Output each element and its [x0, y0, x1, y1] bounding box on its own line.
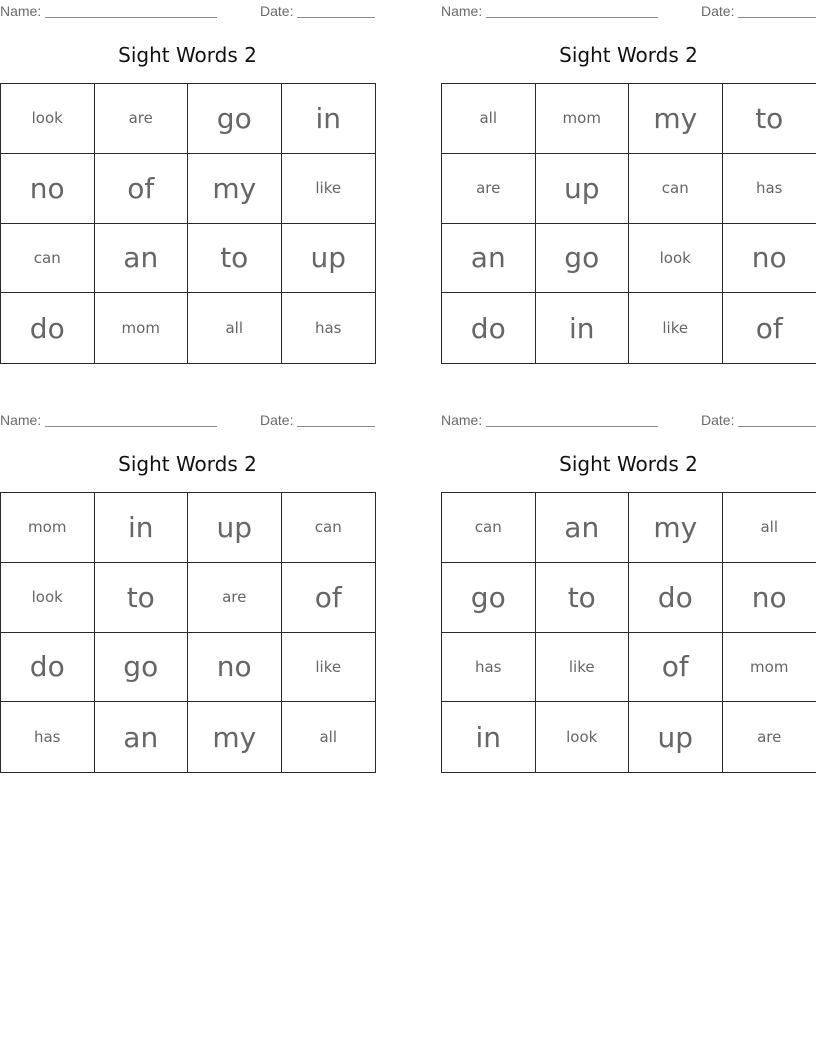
- word-cell[interactable]: can: [442, 493, 536, 563]
- word-cell[interactable]: in: [282, 84, 376, 154]
- name-label: Name:: [0, 412, 42, 428]
- word-cell[interactable]: has: [1, 702, 95, 772]
- name-blank-line[interactable]: [45, 0, 217, 18]
- word-cell[interactable]: like: [536, 633, 630, 703]
- word-cell[interactable]: look: [536, 702, 630, 772]
- card-title: Sight Words 2: [559, 452, 698, 476]
- word-cell[interactable]: can: [629, 154, 723, 224]
- word-cell[interactable]: to: [723, 84, 816, 154]
- word-cell[interactable]: do: [442, 293, 536, 363]
- date-label: Date:: [260, 3, 294, 19]
- bingo-card: [0, 0, 375, 345]
- date-blank-line[interactable]: [297, 0, 375, 18]
- word-cell[interactable]: of: [755, 311, 783, 345]
- word-cell[interactable]: look: [1, 84, 95, 154]
- word-cell[interactable]: go: [188, 84, 282, 154]
- name-blank-line[interactable]: [45, 409, 217, 427]
- word-cell[interactable]: no: [723, 224, 816, 294]
- word-cell[interactable]: can: [1, 224, 95, 294]
- word-cell[interactable]: up: [536, 154, 630, 224]
- name-blank-line[interactable]: [486, 0, 658, 18]
- word-cell[interactable]: no: [188, 633, 282, 703]
- word-cell[interactable]: of: [282, 563, 376, 633]
- name-label: Name:: [441, 3, 483, 19]
- word-cell[interactable]: all: [319, 728, 338, 747]
- word-cell[interactable]: my: [629, 493, 723, 563]
- word-cell[interactable]: has: [442, 633, 536, 703]
- word-cell[interactable]: has: [314, 319, 342, 338]
- word-cell[interactable]: in: [442, 702, 536, 772]
- word-cell[interactable]: no: [723, 563, 816, 633]
- word-cell[interactable]: an: [95, 224, 189, 294]
- word-grid: [441, 83, 816, 364]
- date-blank-line[interactable]: [297, 409, 375, 427]
- word-grid: [0, 83, 376, 364]
- word-cell[interactable]: mom: [1, 493, 95, 563]
- name-blank-line[interactable]: [486, 409, 658, 427]
- word-cell[interactable]: do: [1, 293, 95, 363]
- word-cell[interactable]: look: [629, 224, 723, 294]
- name-label: Name:: [0, 3, 42, 19]
- word-cell[interactable]: can: [282, 493, 376, 563]
- word-cell[interactable]: do: [1, 633, 95, 703]
- word-cell[interactable]: all: [442, 84, 536, 154]
- date-label: Date:: [701, 3, 735, 19]
- word-cell[interactable]: has: [723, 154, 816, 224]
- word-cell[interactable]: an: [95, 702, 189, 772]
- word-cell[interactable]: of: [95, 154, 189, 224]
- word-grid: [0, 492, 376, 773]
- word-cell[interactable]: my: [188, 702, 282, 772]
- word-cell[interactable]: in: [536, 293, 630, 363]
- word-cell[interactable]: up: [629, 702, 723, 772]
- bingo-card: [441, 0, 816, 345]
- card-header: [0, 409, 375, 431]
- bingo-card: [441, 409, 816, 754]
- date-blank-line[interactable]: [738, 409, 816, 427]
- word-cell[interactable]: do: [629, 563, 723, 633]
- word-cell[interactable]: all: [188, 293, 282, 363]
- word-cell[interactable]: my: [188, 154, 282, 224]
- name-label: Name:: [441, 412, 483, 428]
- word-cell[interactable]: like: [282, 633, 376, 703]
- card-title: Sight Words 2: [118, 43, 257, 67]
- card-title: Sight Words 2: [559, 43, 698, 67]
- word-cell[interactable]: no: [1, 154, 95, 224]
- word-cell[interactable]: go: [95, 633, 189, 703]
- word-cell[interactable]: are: [95, 84, 189, 154]
- word-cell[interactable]: are: [442, 154, 536, 224]
- word-cell[interactable]: up: [282, 224, 376, 294]
- date-blank-line[interactable]: [738, 0, 816, 18]
- word-cell[interactable]: to: [95, 563, 189, 633]
- word-cell[interactable]: to: [188, 224, 282, 294]
- word-cell[interactable]: my: [629, 84, 723, 154]
- word-cell[interactable]: look: [1, 563, 95, 633]
- date-label: Date:: [701, 412, 735, 428]
- card-header: [441, 409, 816, 431]
- card-header: [0, 0, 375, 22]
- card-header: [441, 0, 816, 22]
- word-cell[interactable]: an: [442, 224, 536, 294]
- word-cell[interactable]: of: [629, 633, 723, 703]
- word-cell[interactable]: up: [188, 493, 282, 563]
- word-cell[interactable]: are: [188, 563, 282, 633]
- word-cell[interactable]: are: [757, 728, 782, 747]
- word-cell[interactable]: mom: [723, 633, 816, 703]
- word-cell[interactable]: an: [536, 493, 630, 563]
- word-cell[interactable]: like: [629, 293, 723, 363]
- word-cell[interactable]: go: [442, 563, 536, 633]
- word-cell[interactable]: all: [723, 493, 816, 563]
- word-grid: [441, 492, 816, 773]
- date-label: Date:: [260, 412, 294, 428]
- word-cell[interactable]: like: [282, 154, 376, 224]
- word-cell[interactable]: mom: [536, 84, 630, 154]
- word-cell[interactable]: to: [536, 563, 630, 633]
- card-title: Sight Words 2: [118, 452, 257, 476]
- word-cell[interactable]: in: [95, 493, 189, 563]
- word-cell[interactable]: mom: [95, 293, 189, 363]
- bingo-card: [0, 409, 375, 754]
- word-cell[interactable]: go: [536, 224, 630, 294]
